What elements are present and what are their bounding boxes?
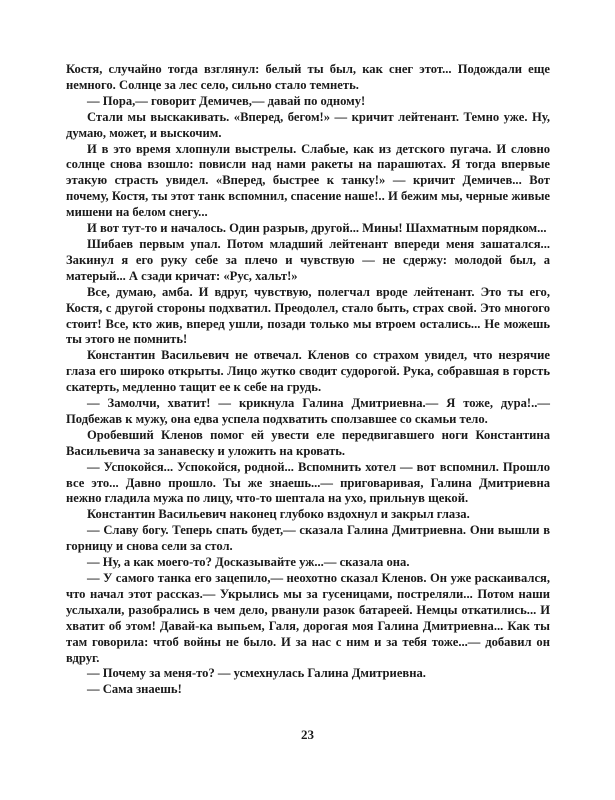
paragraph: Стали мы выскакивать. «Вперед, бегом!» — кричит лейтенант. Темно уже. Ну, думаю, может, и выскочим. (66, 109, 550, 140)
paragraph: — Почему за меня-то? — усмехнулась Галина Дмитриевна. (87, 666, 426, 681)
paragraph: — Успокойся... Успокойся, родной... Вспомнить хотел — вот вспомнил. Прошло все это... Давно прошло. Ты же знаешь...— приговаривая, Галина Дмитриевна нежно гладила мужа по лицу, что-то шептала на ухо, прильнув щекой. (66, 459, 550, 506)
paragraph: Все, думаю, амба. И вдруг, чувствую, полегчал вроде лейтенант. Это ты его, Костя, с другой стороны подхватил. Преодолел, стало быть, страх свой. Это многого стоит! Все, кто жив, вперед ушли, позади только мы втроем остались... Не можешь ты этого не помнить! (66, 284, 550, 347)
paragraph: Костя, случайно тогда взглянул: белый ты был, как снег этот... Подождали еще немного. Солнце за лес село, сильно стало темнеть. (66, 62, 550, 92)
paragraph: И в это время хлопнули выстрелы. Слабые, как из детского пугача. И словно солнце снова взошло: повисли над нами ракеты на парашютах. Я тогда впервые этакую страсть увидел. «Вперед, быстрее к танку!» — кричит Демичев... Вот почему, Костя, ты этот танк вспомнил, спасение наше!.. И бежим мы, черные живые мишени на белом снегу... (66, 141, 550, 220)
paragraph: — Славу богу. Теперь спать будет,— сказала Галина Дмитриевна. Они вышли в горницу и снова сели за стол. (66, 523, 550, 554)
paragraph: Шибаев первым упал. Потом младший лейтенант впереди меня зашатался... Закинул я его руку себе за плечо и чувствую — не сдержу: молодой был, а матерый... А сзади кричат: «Рус, хальт!» (66, 236, 550, 283)
paragraph: — Замолчи, хватит! — крикнула Галина Дмитриевна.— Я тоже, дура!..— Подбежав к мужу, она едва успела подхватить сползавшее со скамьи тело. (66, 396, 550, 426)
page-body (66, 62, 550, 698)
paragraph: И вот тут-то и началось. Один разрыв, другой... Мины! Шахматным порядком... (87, 221, 547, 236)
paragraph: Оробевший Кленов помог ей увести еле передвигавшего ноги Константина Васильевича за занавеску и уложить на кровать. (66, 427, 550, 458)
paragraph: — Пора,— говорит Демичев,— давай по одному! (87, 93, 366, 108)
paragraph: — У самого танка его зацепило,— неохотно сказал Кленов. Он уже раскаивался, что начал этот рассказ.— Укрылись мы за гусеницами, постреляли... Потом наши услыхали, разобрались в чем дело, рванули разок батареей. Немцы откатились... И хватит об этом! Давай-ка выпьем, Галя, дорогая моя Галина Дмитриевна... Как ты там говорила: чтоб войны не было. И за нас с ним и за тебя тоже...— добавил он вдруг. (66, 571, 550, 665)
paragraph: — Ну, а как моего-то? Досказывайте уж...— сказала она. (87, 555, 410, 570)
paragraph: Константин Васильевич не отвечал. Кленов со страхом увидел, что незрячие глаза его широко открыты. Лицо жутко сводит судорогой. Рука, собравшая в горсть скатерть, медленно тащит ее к себе на грудь. (66, 348, 550, 395)
paragraph: Константин Васильевич наконец глубоко вздохнул и закрыл глаза. (87, 507, 470, 522)
page-number: 23 (301, 727, 314, 742)
paragraph: — Сама знаешь! (87, 682, 182, 697)
